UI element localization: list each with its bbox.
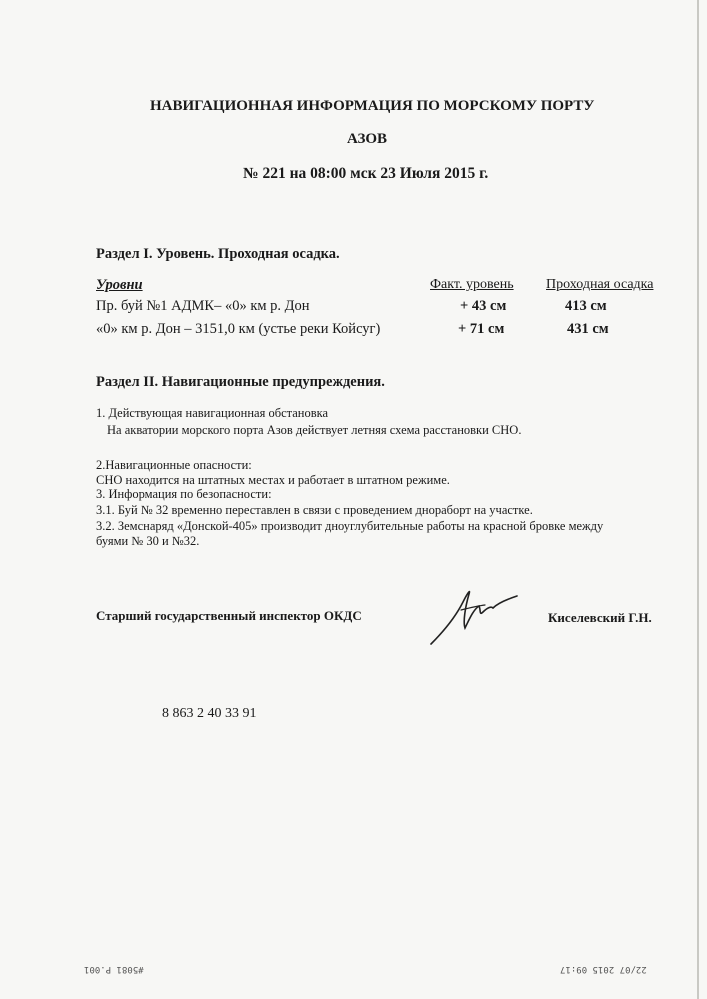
warning-1-title: 1. Действующая навигационная обстановка [96, 406, 329, 420]
level-row-actual: + 71 см [458, 321, 505, 337]
port-name: АЗОВ [347, 131, 388, 147]
column-header-draft: Проходная осадка [546, 277, 654, 292]
warning-1-text: На акватории морского порта Азов действует летняя схема расстановки СНО. [107, 423, 522, 437]
level-row-draft: 431 см [567, 321, 609, 337]
bulletin-number-date: № 221 на 08:00 мск 23 Июля 2015 г. [243, 165, 489, 182]
signatory-name: Киселевский Г.Н. [548, 610, 652, 625]
level-row-actual: + 43 см [460, 298, 507, 314]
signatory-position: Старший государственный инспектор ОКДС [96, 608, 362, 623]
warning-2-text: СНО находится на штатных местах и работает в штатном режиме. [96, 473, 450, 487]
warning-3-title: 3. Информация по безопасности: [96, 487, 272, 501]
warning-2-title: 2.Навигационные опасности: [96, 458, 252, 472]
level-row-name: Пр. буй №1 АДМК– «0» км р. Дон [96, 298, 310, 314]
page-edge-shadow [697, 0, 699, 999]
warning-3-2-text: 3.2. Земснаряд «Донской-405» производит дноуглубительные работы на красной бровке между [96, 519, 604, 533]
document-title: НАВИГАЦИОННАЯ ИНФОРМАЦИЯ ПО МОРСКОМУ ПОРТУ [150, 98, 595, 114]
section1-heading: Раздел I. Уровень. Проходная осадка. [96, 246, 340, 262]
level-row-draft: 413 см [565, 298, 607, 314]
signature-image [425, 580, 525, 650]
fax-footer-page: #5081 P.001 [84, 964, 144, 974]
level-row-name: «0» км р. Дон – 3151,0 км (устье реки Койсуг) [96, 321, 381, 337]
fax-footer-timestamp: 22/07 2015 09:17 [560, 964, 647, 974]
contact-phone: 8 863 2 40 33 91 [162, 706, 257, 721]
warning-3-1-text: 3.1. Буй № 32 временно переставлен в связи с проведением днораборт на участке. [96, 503, 533, 517]
section2-heading: Раздел II. Навигационные предупреждения. [96, 374, 385, 390]
column-header-levels: Уровни [96, 277, 143, 293]
warning-3-2-text-cont: буями № 30 и №32. [96, 534, 200, 548]
column-header-actual: Факт. уровень [430, 277, 514, 292]
